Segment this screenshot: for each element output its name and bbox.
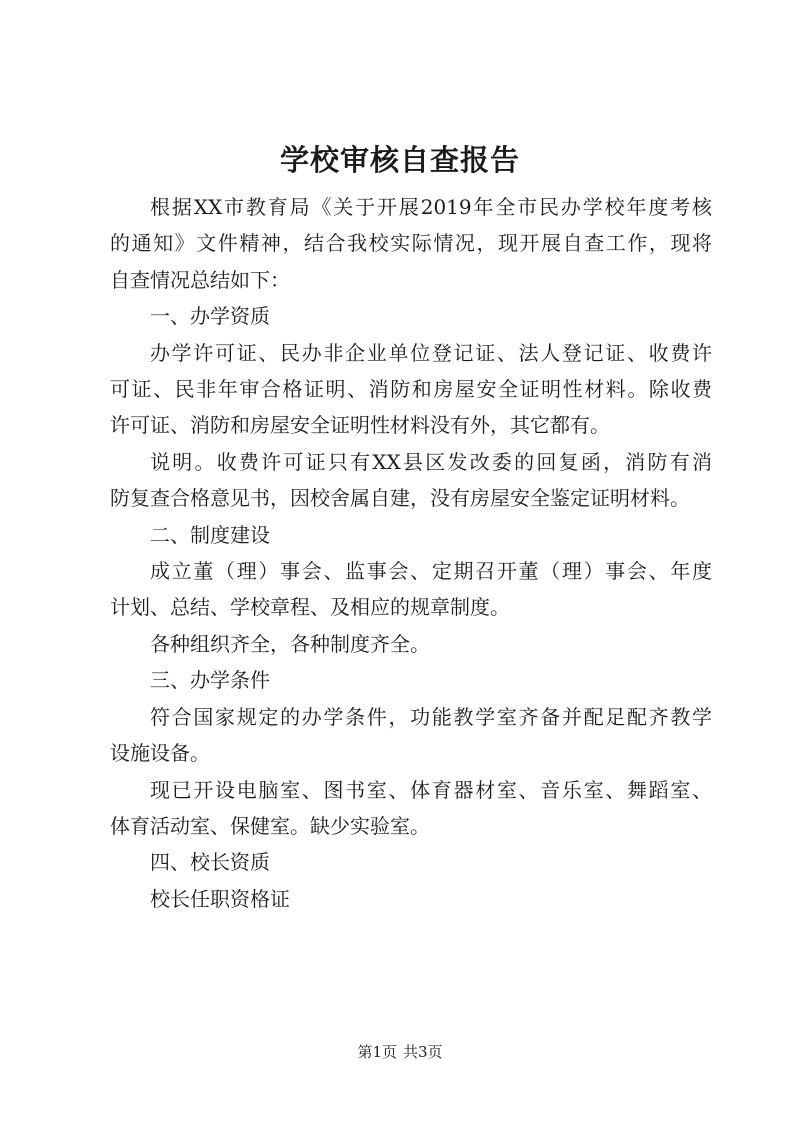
section-2-heading: 二、制度建设	[150, 522, 270, 547]
text-line: 设施设备。	[110, 741, 210, 766]
section-3-heading: 三、办学条件	[150, 668, 270, 693]
text-line: 防复查合格意见书，因校舍属自建，没有房屋安全鉴定证明材料。	[110, 486, 690, 511]
paragraph	[110, 626, 712, 662]
text-line: 自查情况总结如下：	[110, 267, 290, 292]
section-1-heading: 一、办学资质	[150, 304, 270, 329]
paragraph	[110, 553, 712, 626]
paragraph	[110, 772, 712, 845]
section-heading	[110, 662, 712, 698]
text-line: 根据XX市教育局《关于开展2019年全市民办学校年度考核	[150, 195, 712, 219]
page-number: 第1页	[357, 1043, 397, 1061]
paragraph	[110, 444, 712, 517]
text-line: 的通知》文件精神，结合我校实际情况，现开展自查工作，现将	[110, 231, 712, 256]
text-line: 现已开设电脑室、图书室、体育器材室、音乐室、舞蹈室、	[150, 777, 712, 802]
paragraph	[110, 881, 712, 917]
section-heading	[110, 298, 712, 334]
paragraph	[110, 335, 712, 444]
document-title: 学校审核自查报告	[279, 143, 520, 177]
paragraph	[110, 699, 712, 772]
section-4-heading: 四、校长资质	[150, 850, 270, 875]
page-footer	[0, 1042, 800, 1062]
text-line: 体育活动室、保健室。缺少实验室。	[110, 813, 430, 838]
section-heading	[110, 844, 712, 880]
text-line: 办学许可证、民办非企业单位登记证、法人登记证、收费许	[150, 340, 712, 365]
text-line: 许可证、消防和房屋安全证明性材料没有外，其它都有。	[110, 413, 610, 438]
section-heading	[110, 517, 712, 553]
text-line: 各种组织齐全，各种制度齐全。	[150, 631, 430, 656]
text-line: 可证、民非年审合格证明、消防和房屋安全证明性材料。除收费	[110, 377, 712, 402]
document-body	[110, 189, 712, 917]
text-line: 说明。收费许可证只有XX县区发改委的回复函，消防有消	[150, 449, 712, 474]
text-line: 成立董（理）事会、监事会、定期召开董（理）事会、年度	[150, 559, 712, 584]
page-total: 共3页	[403, 1043, 443, 1061]
text-line: 计划、总结、学校章程、及相应的规章制度。	[110, 595, 510, 620]
text-line: 符合国家规定的办学条件，功能教学室齐备并配足配齐教学	[150, 704, 712, 729]
text-line: 校长任职资格证	[150, 886, 290, 911]
intro-paragraph	[110, 189, 712, 298]
